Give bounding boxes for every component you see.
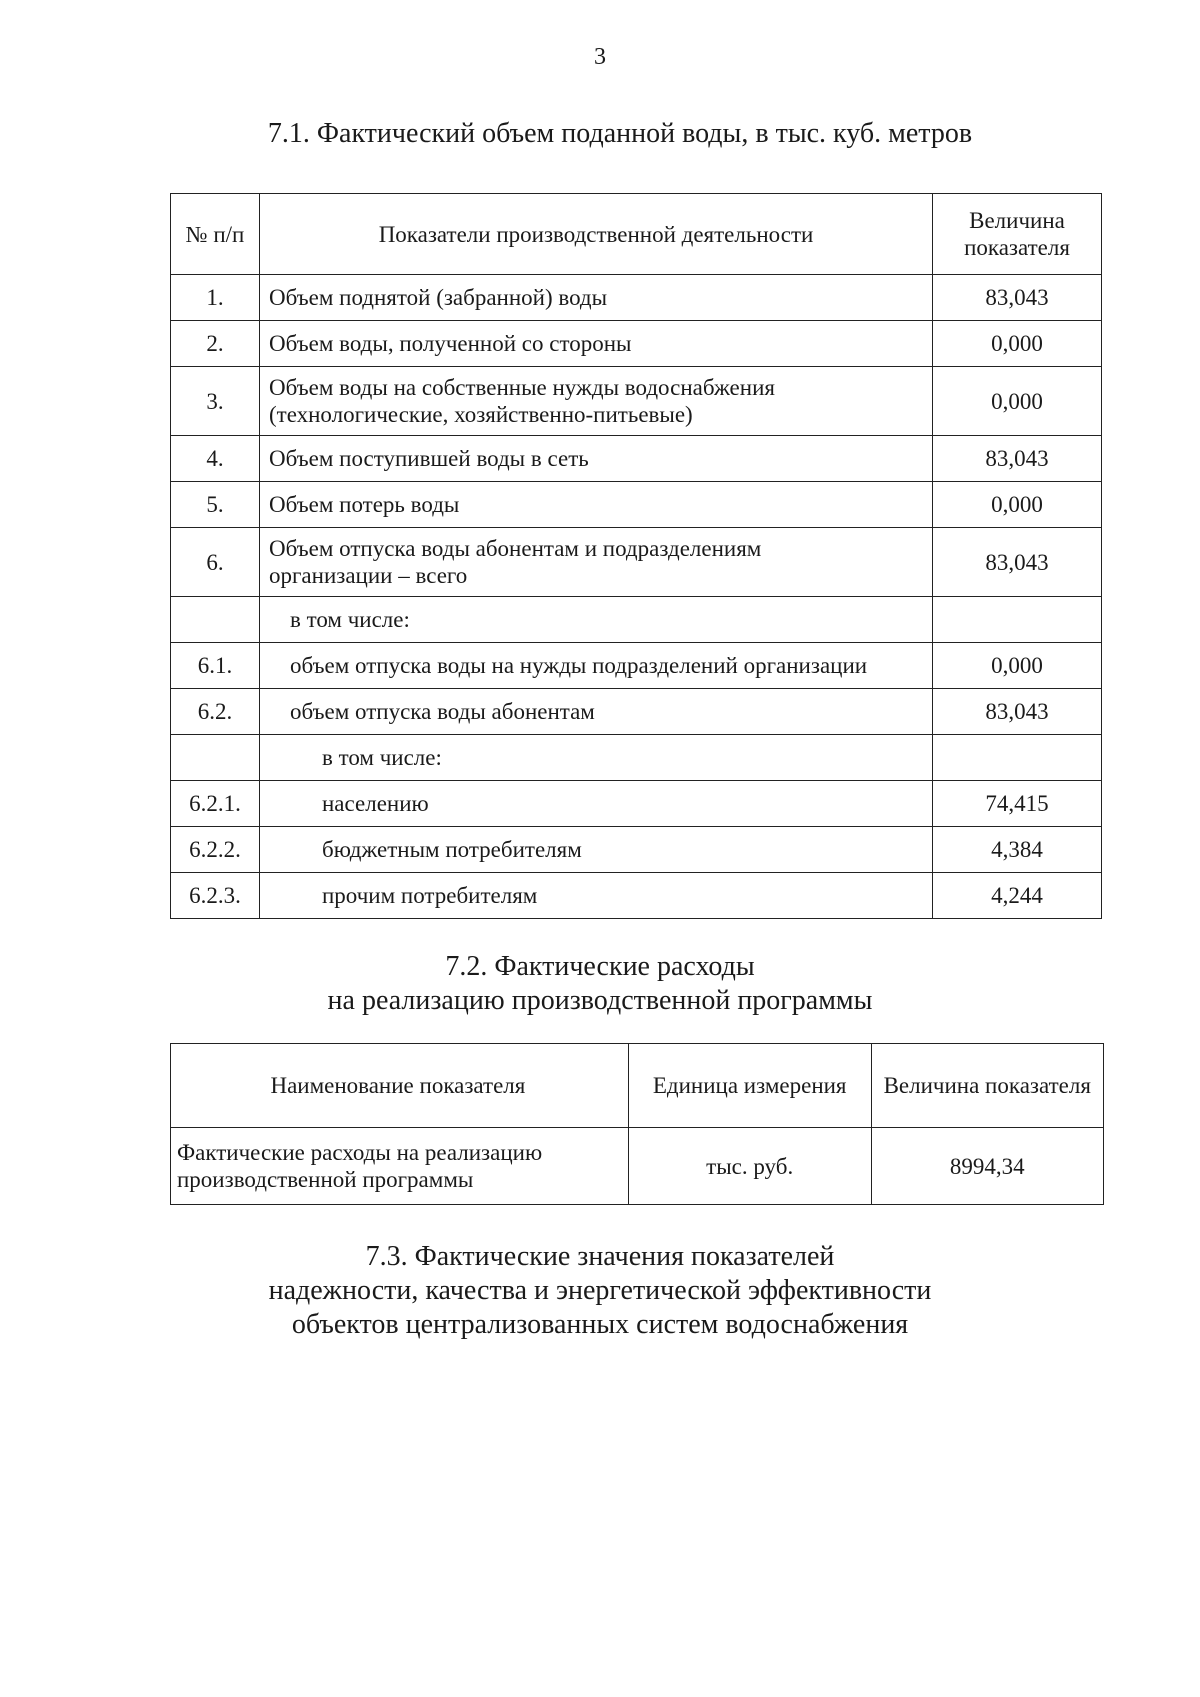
row-num [171,597,260,643]
header-num: № п/п [171,194,260,275]
row-name-line: производственной программы [177,1167,474,1192]
table-header-row [171,1044,1104,1128]
row-num: 5. [171,482,260,528]
row-indicator: бюджетным потребителям [260,827,933,873]
table-row [171,436,1102,482]
costs-table [170,1043,1104,1205]
section-title-line: на реализацию производственной программы [327,985,873,1016]
row-num: 6.1. [171,643,260,689]
row-indicator-line: Объем воды на собственные нужды водоснабжения [269,375,775,400]
table-row [171,735,1102,781]
row-indicator: Объем воды, полученной со стороны [260,321,933,367]
table-header-row [171,194,1102,275]
header-indicator: Показатели производственной деятельности [260,194,933,275]
row-value: 83,043 [933,528,1102,597]
row-indicator: прочим потребителям [260,873,933,919]
row-value: 83,043 [933,275,1102,321]
row-indicator [260,367,933,436]
row-num: 6.2.1. [171,781,260,827]
row-indicator-line: (технологические, хозяйственно-питьевые) [269,402,693,427]
row-indicator: населению [260,781,933,827]
row-num: 6.2.2. [171,827,260,873]
row-indicator: в том числе: [260,597,933,643]
row-num: 2. [171,321,260,367]
header-value-line: показателя [964,235,1070,260]
page-number: 3 [594,44,606,70]
header-name: Наименование показателя [171,1044,629,1128]
table-row [171,1128,1104,1205]
row-value: 4,244 [933,873,1102,919]
table-row [171,689,1102,735]
table-row [171,482,1102,528]
row-indicator: в том числе: [260,735,933,781]
row-value: 0,000 [933,321,1102,367]
header-unit: Единица измерения [628,1044,871,1128]
row-indicator-line: Объем отпуска воды абонентам и подразделениям [269,536,762,561]
row-indicator: Объем поднятой (забранной) воды [260,275,933,321]
table-row [171,781,1102,827]
table-row [171,528,1102,597]
row-value: 83,043 [933,436,1102,482]
table-row [171,873,1102,919]
section-title-costs [0,950,1200,1018]
row-value: 0,000 [933,367,1102,436]
header-value [933,194,1102,275]
row-value: 0,000 [933,643,1102,689]
row-value: 74,415 [933,781,1102,827]
row-indicator: Объем потерь воды [260,482,933,528]
row-indicator: объем отпуска воды абонентам [260,689,933,735]
section-title-line: объектов централизованных систем водоснабжения [291,1309,909,1340]
row-num: 4. [171,436,260,482]
row-value: 83,043 [933,689,1102,735]
header-value-line: Величина [969,208,1065,233]
row-value: 4,384 [933,827,1102,873]
row-name [171,1128,629,1205]
row-indicator: Объем поступившей воды в сеть [260,436,933,482]
section-title-line: 7.2. Фактические расходы [445,951,755,982]
section-title-line: 7.3. Фактические значения показателей [365,1241,835,1272]
row-indicator [260,528,933,597]
table-row [171,597,1102,643]
row-value [933,597,1102,643]
row-num: 6.2.3. [171,873,260,919]
section-title-water-volume: 7.1. Фактический объем поданной воды, в тыс. куб. метров [267,118,973,149]
row-value: 8994,34 [871,1128,1104,1205]
row-num: 6. [171,528,260,597]
section-title-line: надежности, качества и энергетической эффективности [268,1275,932,1306]
section-title-indicators [0,1240,1200,1342]
table-row [171,643,1102,689]
table-row [171,827,1102,873]
row-unit: тыс. руб. [628,1128,871,1205]
row-num [171,735,260,781]
table-row [171,367,1102,436]
row-value [933,735,1102,781]
row-num: 1. [171,275,260,321]
row-num: 6.2. [171,689,260,735]
table-row [171,275,1102,321]
table-row [171,321,1102,367]
row-indicator-line: организации – всего [269,563,468,588]
row-num: 3. [171,367,260,436]
water-volume-table [170,193,1102,919]
row-name-line: Фактические расходы на реализацию [177,1140,543,1165]
row-value: 0,000 [933,482,1102,528]
row-indicator: объем отпуска воды на нужды подразделений организации [260,643,933,689]
header-value: Величина показателя [871,1044,1104,1128]
